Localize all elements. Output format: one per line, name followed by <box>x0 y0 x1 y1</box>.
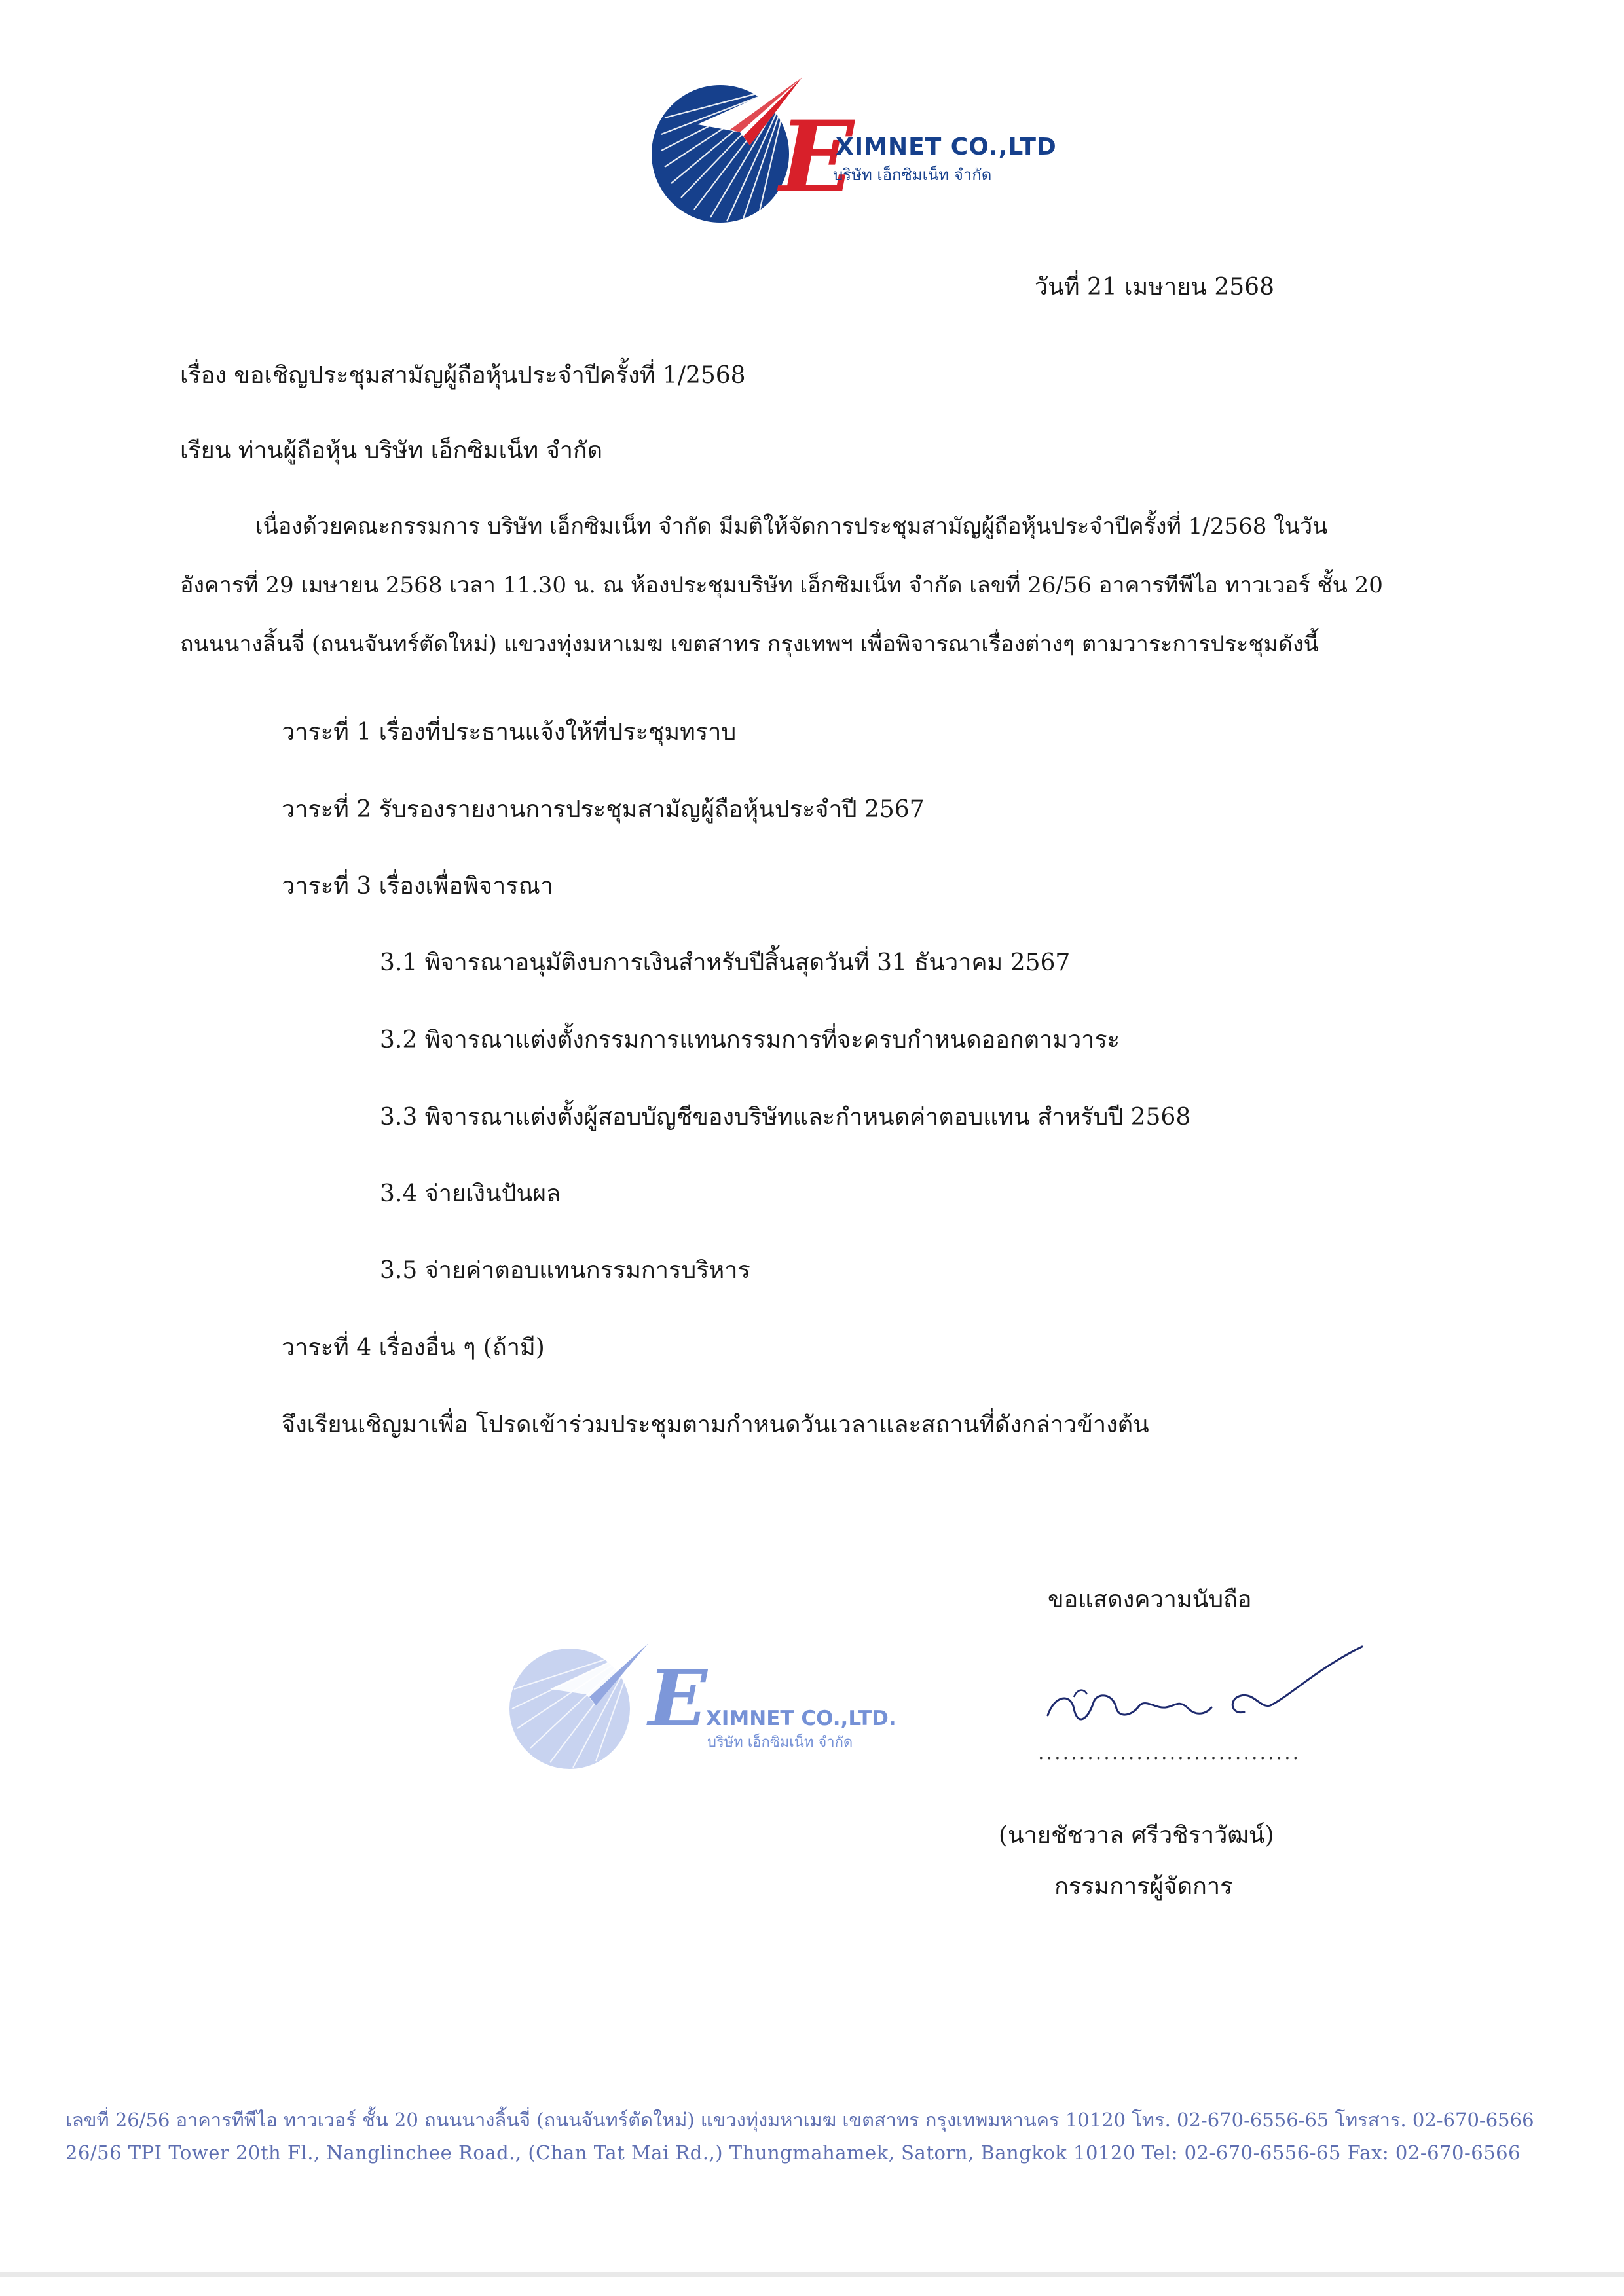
body-line-1: เนื่องด้วยคณะกรรมการ บริษัท เอ็กซิมเน็ท จำกัด มีมติให้จัดการประชุมสามัญผู้ถือหุ้นประจำปีครั้งที่ 1/2568 ในวัน <box>255 513 1328 539</box>
body-line-2: อังคารที่ 29 เมษายน 2568 เวลา 11.30 น. ณ ห้องประชุมบริษัท เอ็กซิมเน็ท จำกัด เลขที่ 26/56 อาคารทีพีไอ ทาวเวอร์ ชั้น 20 <box>180 572 1383 598</box>
date-line: วันที่ 21 เมษายน 2568 <box>1035 274 1274 301</box>
agenda-item-2: วาระที่ 2 รับรองรายงานการประชุมสามัญผู้ถือหุ้นประจำปี 2567 <box>282 796 925 823</box>
bottom-divider <box>0 2272 1624 2277</box>
footer-address-english: 26/56 TPI Tower 20th Fl., Nanglinchee Road., (Chan Tat Mai Rd.,) Thungmahamek, Satorn, Bangkok 10120 Tel: 02-670-6556-65 Fax: 02-670-6566 <box>65 2141 1521 2164</box>
regards-line: ขอแสดงความนับถือ <box>1048 1586 1252 1613</box>
letterhead-company-name: XIMNET CO.,LTD <box>836 134 1057 160</box>
body-line-3: ถนนนางลิ้นจี่ (ถนนจันทร์ตัดใหม่) แขวงทุ่งมหาเมฆ เขตสาทร กรุงเทพฯ เพื่อพิจารณาเรื่องต่างๆ ตามวาระการประชุมดังนี้ <box>180 631 1319 657</box>
sub-agenda-3-4: 3.4 จ่ายเงินปันผล <box>380 1180 561 1207</box>
subject-line: เรื่อง ขอเชิญประชุมสามัญผู้ถือหุ้นประจำปีครั้งที่ 1/2568 <box>180 362 746 389</box>
stamp-company-name: XIMNET CO.,LTD. <box>706 1707 896 1730</box>
signer-title: กรรมการผู้จัดการ <box>1054 1873 1233 1900</box>
recipient-line: เรียน ท่านผู้ถือหุ้น บริษัท เอ็กซิมเน็ท จำกัด <box>180 437 603 464</box>
signature-line: ................................ <box>1038 1741 1301 1764</box>
sub-agenda-3-3: 3.3 พิจารณาแต่งตั้งผู้สอบบัญชีของบริษัทและกำหนดค่าตอบแทน สำหรับปี 2568 <box>380 1104 1191 1131</box>
handwritten-signature <box>1035 1637 1375 1735</box>
agenda-item-4: วาระที่ 4 เรื่องอื่น ๆ (ถ้ามี) <box>282 1334 545 1361</box>
closing-line: จึงเรียนเชิญมาเพื่อ โปรดเข้าร่วมประชุมตามกำหนดวันเวลาและสถานที่ดังกล่าวข้างต้น <box>282 1412 1149 1438</box>
stamp-logo-letter: E <box>648 1652 707 1743</box>
signer-name: (นายชัชวาล ศรีวชิราวัฒน์) <box>999 1822 1274 1849</box>
sub-agenda-3-2: 3.2 พิจารณาแต่งตั้งกรรมการแทนกรรมการที่จะครบกำหนดออกตามวาระ <box>380 1027 1120 1053</box>
agenda-item-1: วาระที่ 1 เรื่องที่ประธานแจ้งให้ที่ประชุมทราบ <box>282 719 737 746</box>
company-stamp-icon <box>504 1637 668 1774</box>
footer-address-thai: เลขที่ 26/56 อาคารทีพีไอ ทาวเวอร์ ชั้น 20 ถนนนางลิ้นจี่ (ถนนจันทร์ตัดใหม่) แขวงทุ่งมหาเมฆ เขตสาทร กรุงเทพมหานคร 10120 โทร. 02-670-6556-65 โทรสาร. 02-670-6566 <box>65 2109 1534 2131</box>
agenda-item-3: วาระที่ 3 เรื่องเพื่อพิจารณา <box>282 873 554 900</box>
letterhead-company-name-thai: บริษัท เอ็กซิมเน็ท จำกัด <box>833 166 992 184</box>
logo-letter: E <box>779 100 855 215</box>
stamp-company-name-thai: บริษัท เอ็กซิมเน็ท จำกัด <box>707 1734 853 1751</box>
sub-agenda-3-5: 3.5 จ่ายค่าตอบแทนกรรมการบริหาร <box>380 1257 750 1284</box>
sub-agenda-3-1: 3.1 พิจารณาอนุมัติงบการเงินสำหรับปีสิ้นสุดวันที่ 31 ธันวาคม 2567 <box>380 949 1071 976</box>
